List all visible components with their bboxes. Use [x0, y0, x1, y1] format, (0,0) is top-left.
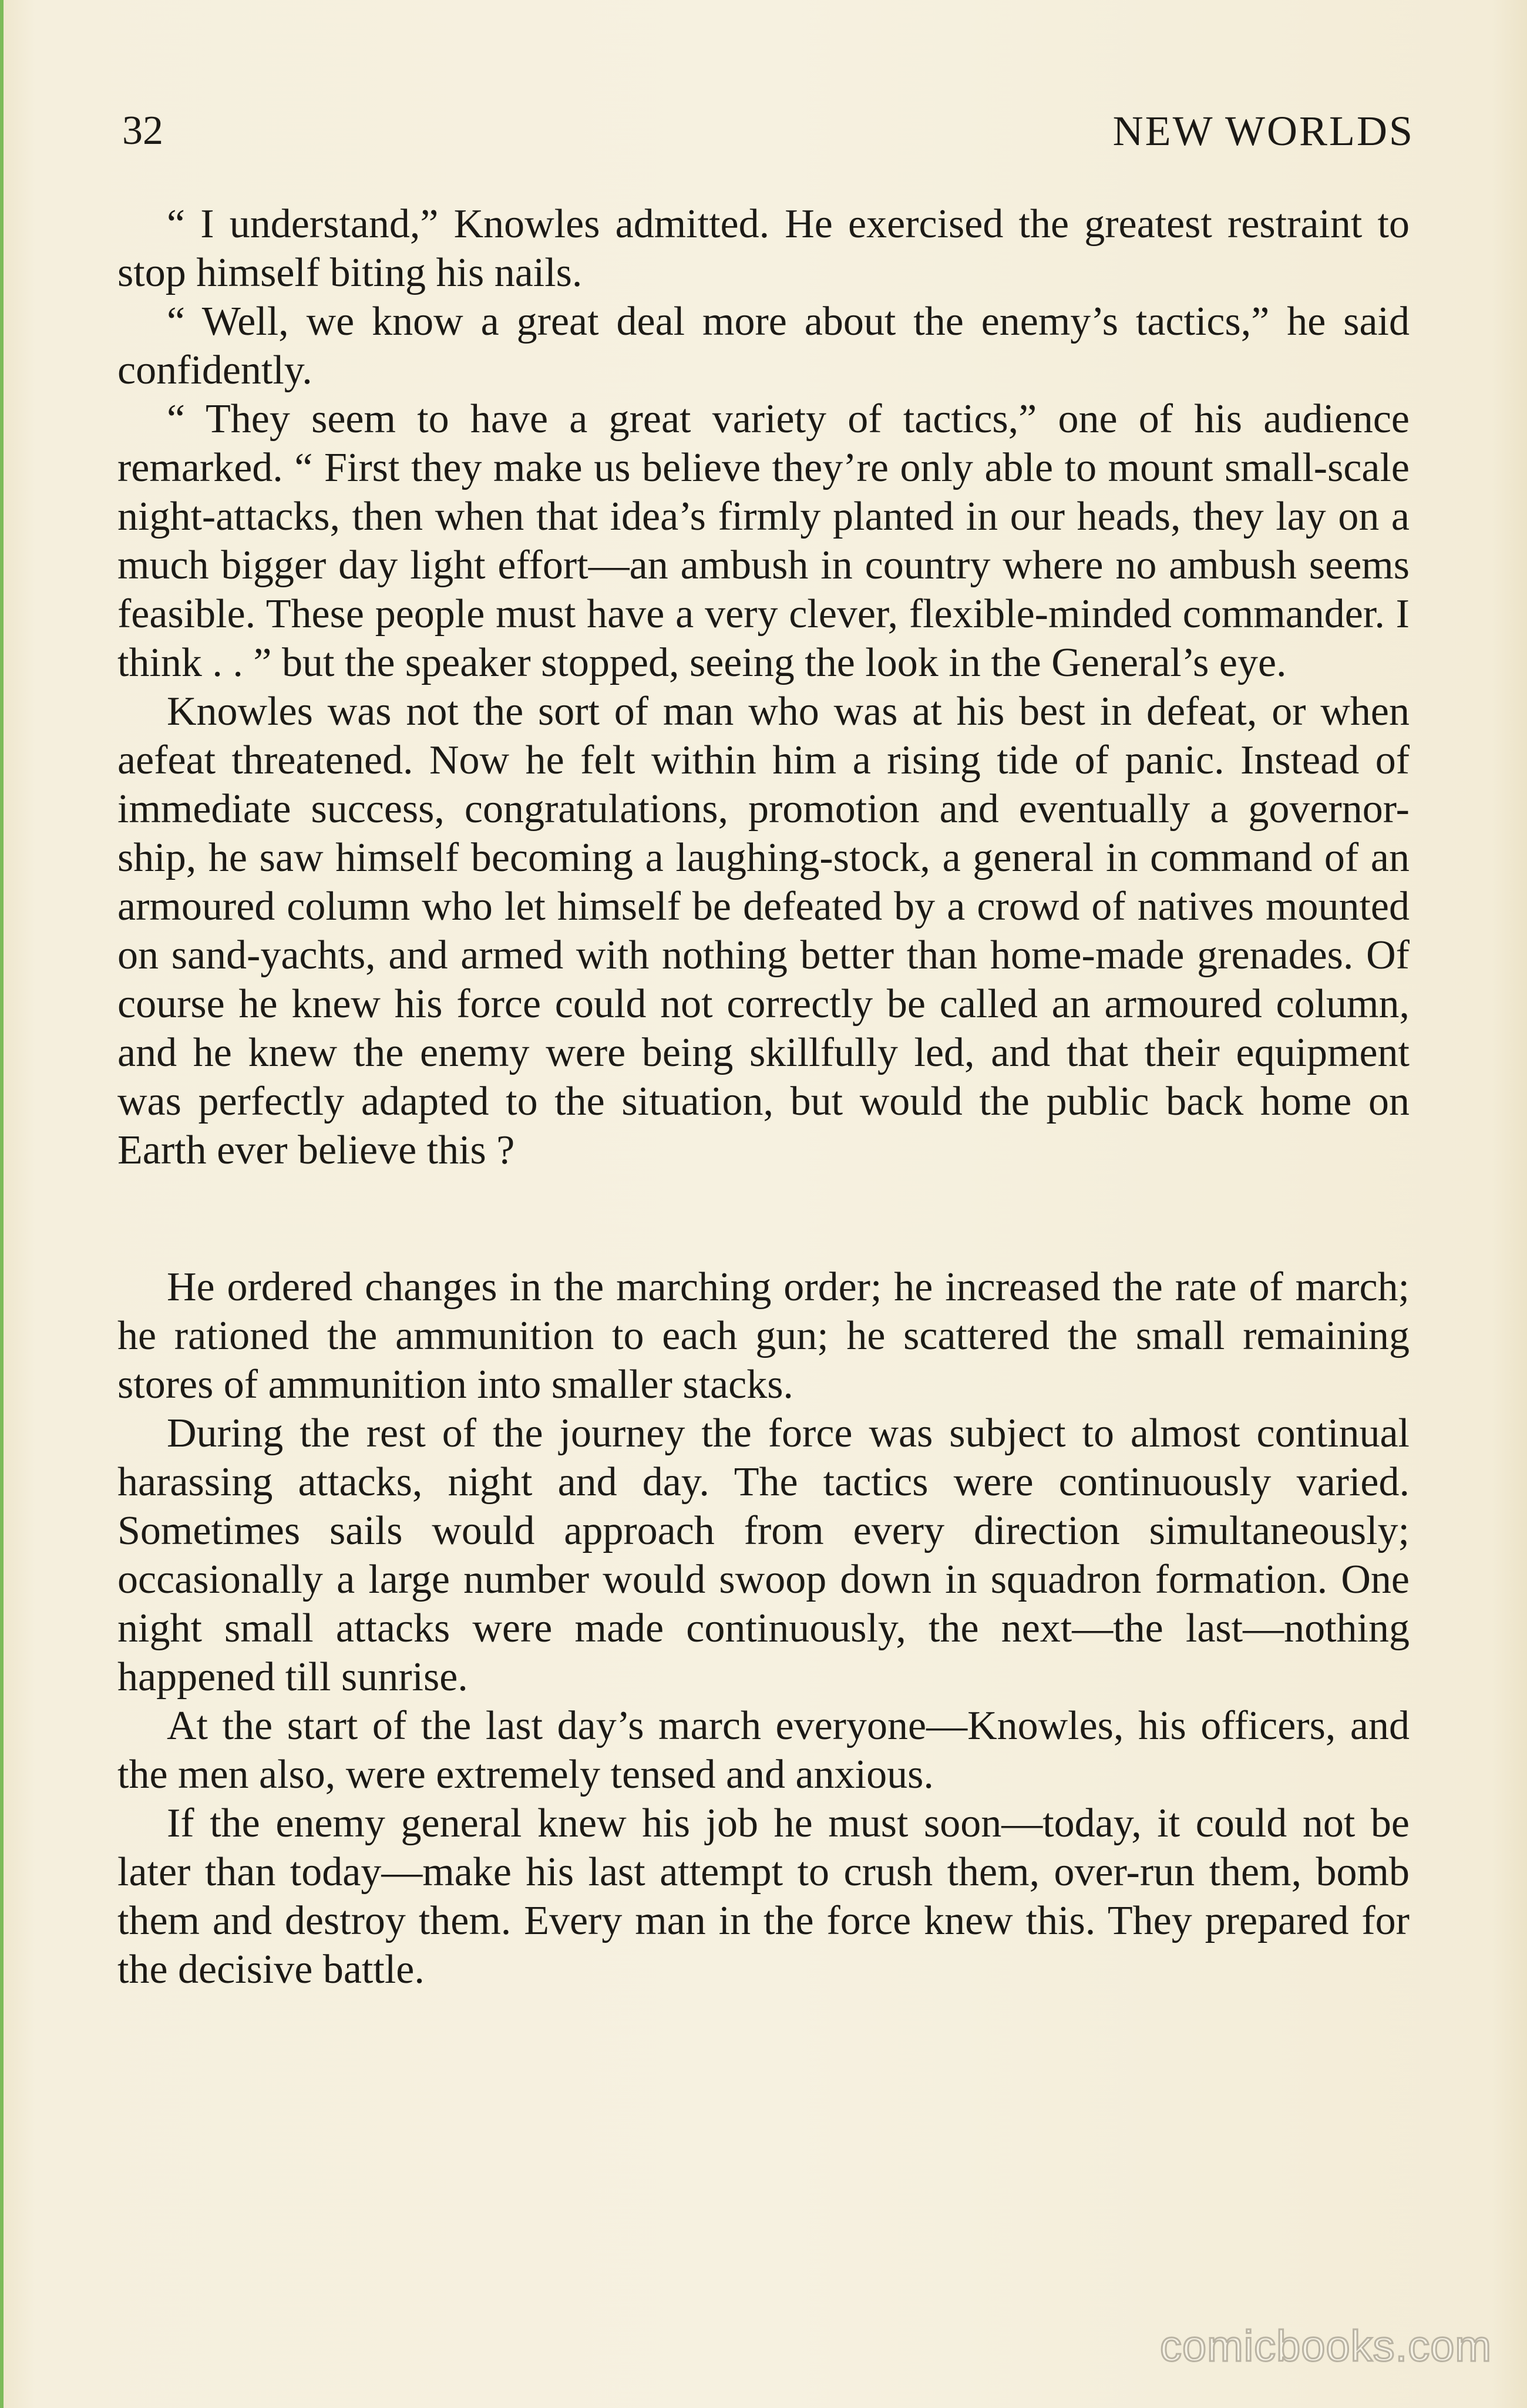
watermark: comicbooks.com	[1159, 2322, 1492, 2370]
paragraph: “ I understand,” Knowles admitted. He exercised the greatest restraint to stop himself biting his nails.	[117, 201, 1410, 295]
page-number: 32	[122, 108, 163, 153]
paragraph: He ordered changes in the marching order; he increased the rate of march; he rationed the ammunition to each gun; he scattered the small remaining stores of ammunition into smaller stacks.	[117, 1264, 1410, 1407]
paragraph: “ Well, we know a great deal more about the enemy’s tactics,” he said confidently.	[117, 299, 1410, 393]
body-text	[117, 200, 1410, 1994]
page-header	[122, 105, 1414, 157]
paragraph: At the start of the last day’s march everyone—Knowles, his officers, and the men also, were extremely tensed and anxious.	[117, 1703, 1410, 1797]
page-edge	[0, 0, 4, 2408]
paragraph: Knowles was not the sort of man who was at his best in defeat, or when aefeat threatened. Now he felt within him a rising tide of panic. Instead of immediate success, congratulations, promotion and eventually a governor-ship, he saw himself becoming a laughing-stock, a general in command of an armoured column who let himself be defeated by a crowd of natives mounted on sand-yachts, and armed with nothing better than home-made grenades. Of course he knew his force could not correctly be called an armoured column, and he knew the enemy were being skillfully led, and that their equipment was perfectly adapted to the situation, but would the public back home on Earth ever believe this ?	[117, 689, 1410, 1173]
paragraph: “ They seem to have a great variety of tactics,” one of his audience remarked. “ First they make us believe they’re only able to mount small-scale night-attacks, then when that idea’s firmly planted in our heads, they lay on a much bigger day light effort—an ambush in country where no ambush seems feasible. These people must have a very clever, flexible-minded commander. I think . . ” but the speaker stopped, seeing the look in the General’s eye.	[117, 396, 1410, 685]
running-head: NEW WORLDS	[1112, 107, 1414, 154]
section-break	[117, 1175, 1410, 1263]
paragraph: If the enemy general knew his job he must soon—today, it could not be later than today—make his last attempt to crush them, over-run them, bomb them and destroy them. Every man in the force knew this. They prepared for the decisive battle.	[117, 1801, 1410, 1992]
paragraph: During the rest of the journey the force was subject to almost continual harassing attacks, night and day. The tactics were continuously varied. Sometimes sails would approach from every direction simultaneously; occasionally a large number would swoop down in squadron formation. One night small attacks were made continuously, the next—the last—nothing happened till sunrise.	[117, 1411, 1410, 1700]
